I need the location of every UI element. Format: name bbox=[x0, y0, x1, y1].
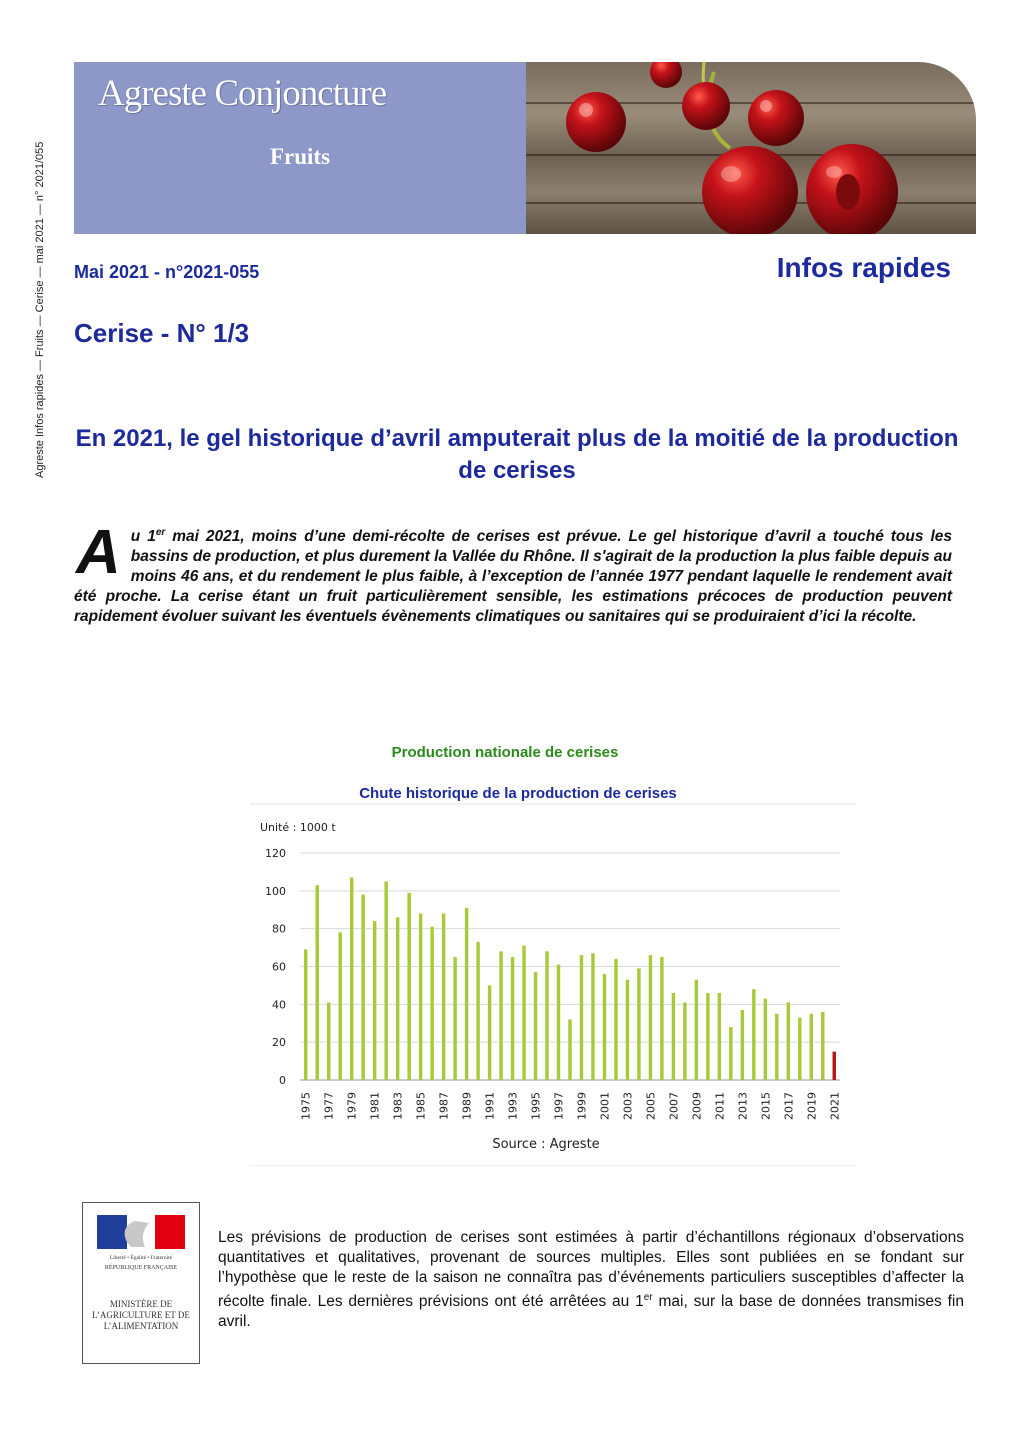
y-tick-label: 40 bbox=[272, 998, 286, 1012]
logo-republic: RÉPUBLIQUE FRANÇAISE bbox=[104, 1265, 178, 1271]
x-tick-label: 1995 bbox=[529, 1092, 543, 1120]
x-tick-label: 2009 bbox=[690, 1092, 704, 1120]
bar-1978 bbox=[338, 932, 341, 1080]
bar-2001 bbox=[603, 974, 606, 1080]
y-tick-label: 120 bbox=[265, 847, 286, 860]
x-tick-label: 2019 bbox=[805, 1092, 819, 1120]
bar-2014 bbox=[752, 989, 755, 1080]
bar-1977 bbox=[327, 1002, 330, 1080]
x-tick-label: 1989 bbox=[460, 1092, 474, 1120]
bar-1985 bbox=[419, 914, 422, 1080]
x-tick-label: 1977 bbox=[322, 1092, 336, 1120]
x-tick-label: 2003 bbox=[621, 1092, 635, 1120]
bar-2019 bbox=[810, 1014, 813, 1080]
bar-2010 bbox=[706, 993, 709, 1080]
y-tick-label: 0 bbox=[279, 1074, 286, 1087]
bar-1993 bbox=[511, 957, 514, 1080]
drop-cap: A bbox=[76, 518, 121, 587]
x-axis-labels bbox=[300, 1092, 842, 1120]
ministry-name: MINISTÈRE DE L’AGRICULTURE ET DE L’ALIMENTATION bbox=[92, 1299, 190, 1331]
logo-motto: Liberté • Égalité • Fraternité bbox=[109, 1255, 173, 1261]
chart-unit-label: Unité : 1000 t bbox=[260, 821, 336, 834]
y-tick-label: 60 bbox=[272, 960, 286, 974]
bar-1990 bbox=[476, 942, 479, 1080]
production-chart bbox=[250, 776, 856, 1166]
y-tick-label: 20 bbox=[272, 1036, 286, 1050]
bar-2004 bbox=[637, 968, 640, 1080]
bar-1992 bbox=[499, 951, 502, 1080]
bar-2009 bbox=[695, 980, 698, 1080]
bar-1989 bbox=[465, 908, 468, 1080]
x-tick-label: 1985 bbox=[414, 1092, 428, 1120]
x-tick-label: 2011 bbox=[713, 1092, 727, 1120]
bar-2021 bbox=[833, 1052, 836, 1080]
marianne-logo-icon bbox=[83, 1203, 199, 1295]
section-label: Fruits bbox=[269, 144, 331, 169]
bar-chart-svg bbox=[250, 776, 856, 1166]
x-tick-label: 1991 bbox=[483, 1092, 497, 1120]
chart-heading: Production nationale de cerises bbox=[391, 744, 619, 761]
note-pre: Les prévisions de production de cerises sont estimées à partir d’échantillons régionaux d’observations quantitatives et qualitatives, provenant de sources multiples. Elles sont publiées en se fondant sur l’hypothèse que le reste de la saison ne connaîtra pas d’événements particuliers susceptibles d’affecter la récolte finale. Les dernières prévisions ont été arrêtées au 1 bbox=[218, 1229, 964, 1311]
bar-2017 bbox=[787, 1002, 790, 1080]
bar-2002 bbox=[614, 959, 617, 1080]
bar-1979 bbox=[350, 878, 353, 1080]
bars-layer bbox=[304, 878, 836, 1080]
x-tick-label: 1983 bbox=[391, 1092, 405, 1120]
bar-1986 bbox=[430, 927, 433, 1080]
header-banner bbox=[74, 62, 976, 234]
methodology-note bbox=[218, 1228, 964, 1332]
banner-title-panel bbox=[74, 62, 526, 234]
x-tick-label: 2017 bbox=[782, 1092, 796, 1120]
brand-logo-text: Agreste Conjoncture bbox=[98, 73, 387, 114]
bar-2013 bbox=[741, 1010, 744, 1080]
bar-1988 bbox=[453, 957, 456, 1080]
bar-2012 bbox=[729, 1027, 732, 1080]
bar-2000 bbox=[591, 953, 594, 1080]
x-tick-label: 2013 bbox=[736, 1092, 750, 1120]
bar-2007 bbox=[672, 993, 675, 1080]
bar-1983 bbox=[396, 917, 399, 1080]
x-tick-label: 2005 bbox=[644, 1092, 658, 1120]
bar-2011 bbox=[718, 993, 721, 1080]
cherries-photo bbox=[526, 62, 976, 234]
bar-2015 bbox=[764, 999, 767, 1080]
bar-1987 bbox=[442, 914, 445, 1080]
x-tick-label: 1997 bbox=[552, 1092, 566, 1120]
bar-1980 bbox=[361, 895, 364, 1080]
x-tick-label: 2015 bbox=[759, 1092, 773, 1120]
x-tick-label: 1981 bbox=[368, 1092, 382, 1120]
x-tick-label: 1979 bbox=[345, 1092, 359, 1120]
bar-2020 bbox=[821, 1012, 824, 1080]
x-tick-label: 2001 bbox=[598, 1092, 612, 1120]
issue-date-number: Mai 2021 - n°2021-055 bbox=[74, 262, 260, 282]
bar-1984 bbox=[407, 893, 410, 1080]
bar-2006 bbox=[660, 957, 663, 1080]
note-sup: er bbox=[643, 1292, 653, 1303]
x-tick-label: 1987 bbox=[437, 1092, 451, 1120]
lead-text: mai 2021, moins d’une demi-récolte de cerises est prévue. Le gel historique d’avril a touché tous les bassins de production, et plus durement la Vallée du Rhône. Il s'agirait de la production la plus faible depuis au moins 46 ans, et du rendement le plus faible, à l’exception de l’année 1977 pendant laquelle le rendement avait été proche. La cerise étant un fruit particulièrement sensible, les estimations précoces de production peuvent rapidement évoluer suivant les éventuels évènements climatiques ou sanitaires qui se produiraient d’ici la récolte. bbox=[74, 528, 952, 626]
sidebar-publication-label: Agreste Infos rapides — Fruits — Cerise — mai 2021 — n° 2021/055 bbox=[34, 141, 46, 478]
bar-2003 bbox=[626, 980, 629, 1080]
bar-1991 bbox=[488, 985, 491, 1080]
lead-paragraph bbox=[74, 518, 952, 627]
cherries-illustration bbox=[526, 62, 976, 234]
bar-1994 bbox=[522, 946, 525, 1080]
x-tick-label: 2021 bbox=[828, 1092, 842, 1120]
bar-1996 bbox=[545, 951, 548, 1080]
lead-sup: er bbox=[155, 527, 166, 538]
bar-1995 bbox=[534, 972, 537, 1080]
bar-1999 bbox=[580, 955, 583, 1080]
bar-2005 bbox=[649, 955, 652, 1080]
infos-rapides-label: Infos rapides bbox=[776, 252, 951, 283]
note-post: mai, sur la base de données transmises fin avril. bbox=[218, 1293, 964, 1331]
lead-pre: u 1 bbox=[130, 528, 156, 546]
ministry-logo bbox=[82, 1202, 200, 1364]
bar-1975 bbox=[304, 949, 307, 1080]
bar-1982 bbox=[384, 881, 387, 1080]
bar-2008 bbox=[683, 1002, 686, 1080]
headline: En 2021, le gel historique d’avril amputerait plus de la moitié de la production de cerises bbox=[75, 425, 959, 484]
y-tick-label: 80 bbox=[272, 922, 286, 936]
series-title: Cerise - N° 1/3 bbox=[74, 318, 250, 348]
bar-1998 bbox=[568, 1019, 571, 1080]
x-tick-label: 1999 bbox=[575, 1092, 589, 1120]
chart-title: Chute historique de la production de cerises bbox=[359, 785, 677, 802]
x-tick-label: 1975 bbox=[299, 1092, 313, 1120]
bar-1997 bbox=[557, 965, 560, 1080]
bar-1981 bbox=[373, 921, 376, 1080]
bar-1976 bbox=[316, 885, 319, 1080]
y-tick-label: 100 bbox=[265, 884, 286, 898]
bar-2016 bbox=[775, 1014, 778, 1080]
x-tick-label: 1993 bbox=[506, 1092, 520, 1120]
chart-source: Source : Agreste bbox=[492, 1137, 600, 1152]
bar-2018 bbox=[798, 1018, 801, 1080]
x-tick-label: 2007 bbox=[667, 1092, 681, 1120]
